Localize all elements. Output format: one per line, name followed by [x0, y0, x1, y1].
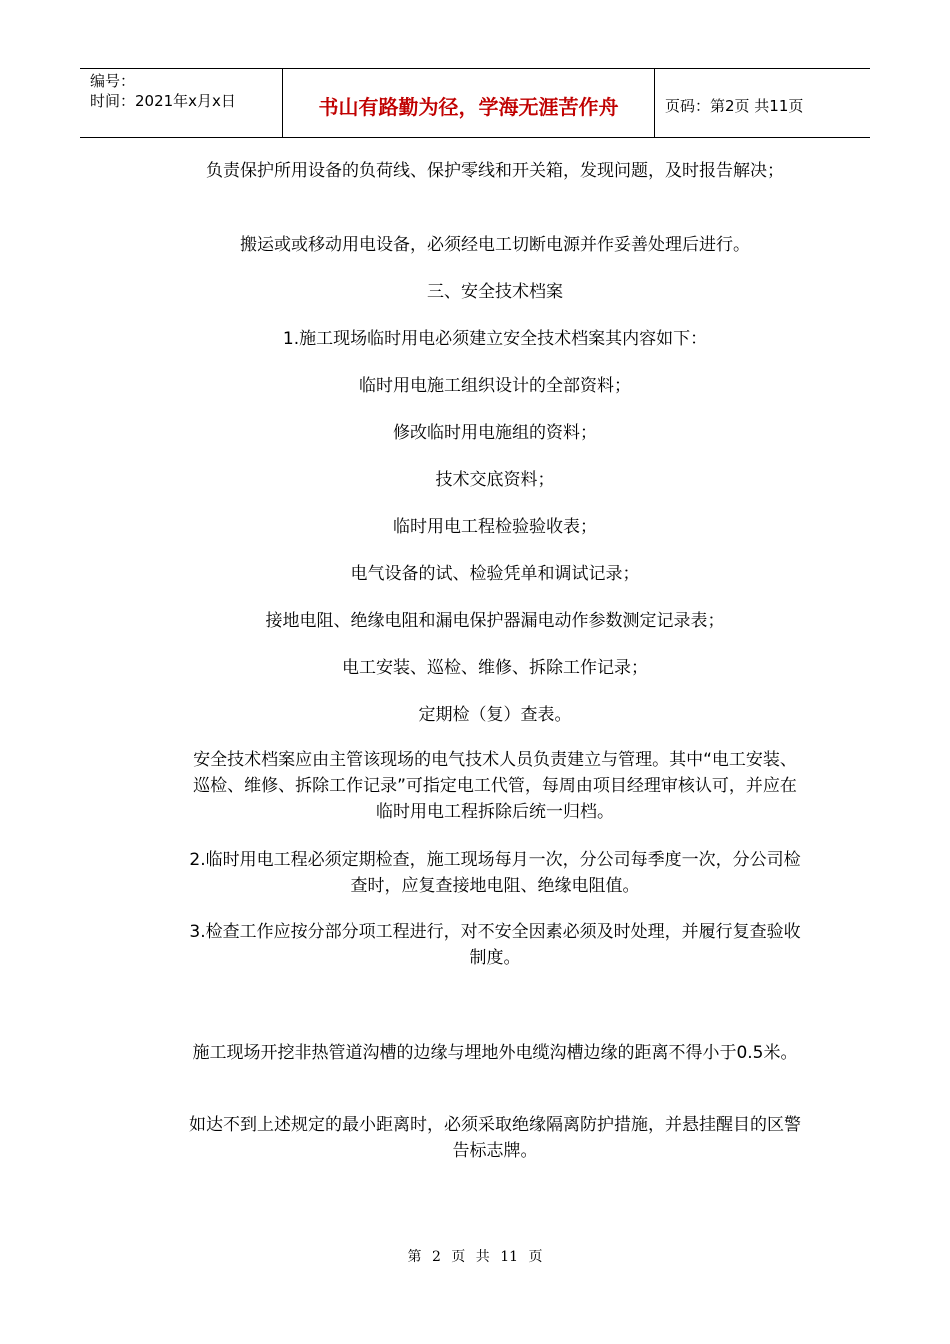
- list-item: 接地电阻、绝缘电阻和漏电保护器漏电动作参数测定记录表；: [265, 611, 725, 631]
- paragraph: 3.检查工作应按分部分项工程进行，对不安全因素必须及时处理，并履行复查验收制度。: [189, 922, 801, 968]
- doc-time-label: 时间：2021年x月x日: [90, 92, 236, 110]
- paragraph: 如达不到上述规定的最小距离时，必须采取绝缘隔离防护措施，并悬挂醒目的区警告标志牌。: [189, 1115, 801, 1161]
- paragraph: 2.临时用电工程必须定期检查，施工现场每月一次，分公司每季度一次，分公司检查时，应复查接地电阻、绝缘电阻值。: [189, 850, 801, 896]
- motto-text: 书山有路勤为径，学海无涯苦作舟: [318, 95, 619, 119]
- paragraph: 施工现场开挖非热管道沟槽的边缘与埋地外电缆沟槽边缘的距离不得小于0.5米。: [192, 1043, 798, 1063]
- list-item: 临时用电施工组织设计的全部资料；: [359, 376, 631, 396]
- paragraph: 负责保护所用设备的负荷线、保护零线和开关箱，发现问题，及时报告解决；: [206, 161, 784, 181]
- page-indicator: 页码：第2页 共11页: [665, 97, 804, 115]
- list-item: 修改临时用电施组的资料；: [393, 423, 597, 443]
- paragraph: 安全技术档案应由主管该现场的电气技术人员负责建立与管理。其中“电工安装、巡检、维修、拆除工作记录”可指定电工代管，每周由项目经理审核认可，并应在临时用电工程拆除后统一归档。: [193, 750, 797, 822]
- header-motto-cell: [283, 69, 655, 137]
- list-item: 技术交底资料；: [435, 470, 555, 490]
- doc-number-label: 编号：: [90, 72, 136, 90]
- section-heading: 三、安全技术档案: [427, 282, 563, 302]
- paragraph: 1.施工现场临时用电必须建立安全技术档案其内容如下：: [282, 329, 708, 349]
- list-item: 临时用电工程检验验收表；: [393, 517, 597, 537]
- list-item: 定期检（复）查表。: [418, 705, 572, 725]
- paragraph: 搬运或或移动用电设备，必须经电工切断电源并作妥善处理后进行。: [240, 235, 750, 255]
- header-table: [80, 68, 870, 138]
- header-page-cell: [655, 69, 870, 137]
- header-info-cell: [80, 69, 283, 137]
- page-footer: 第 2 页 共 11 页: [407, 1249, 543, 1265]
- list-item: 电气设备的试、检验凭单和调试记录；: [350, 564, 640, 584]
- list-item: 电工安装、巡检、维修、拆除工作记录；: [342, 658, 648, 678]
